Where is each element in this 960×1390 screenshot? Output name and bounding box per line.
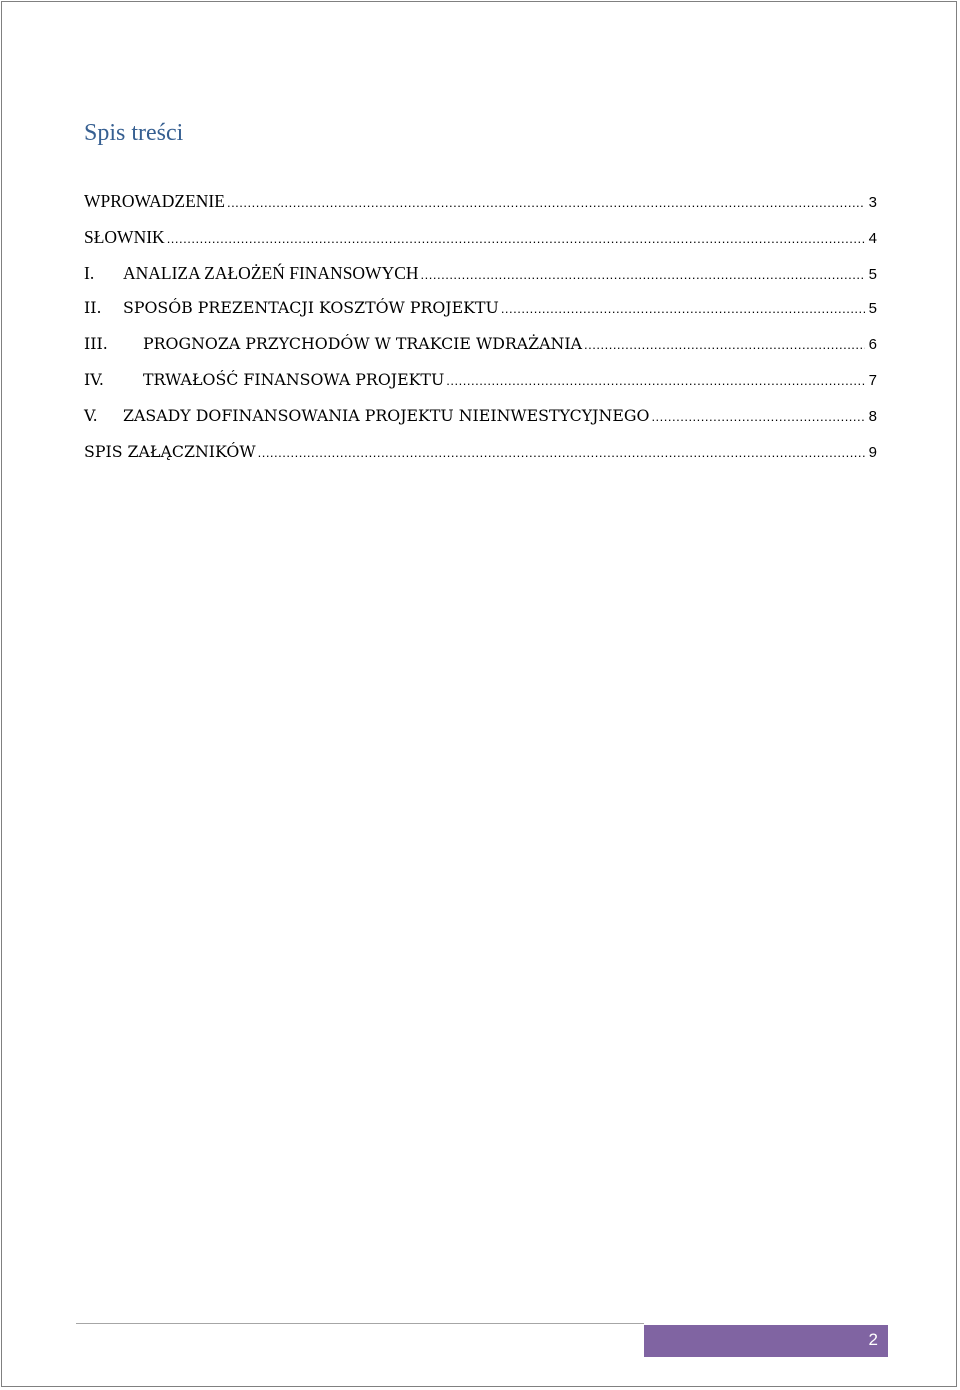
toc-dot-leader — [258, 445, 865, 460]
toc-entry-label: PROGNOZA PRZYCHODÓW W TRAKCIE WDRAŻANIA — [143, 334, 583, 354]
toc-entry-page: 7 — [868, 371, 877, 389]
toc-dot-leader — [501, 301, 865, 316]
document-page — [1, 1, 957, 1387]
toc-entry-sposob[interactable] — [84, 298, 877, 334]
toc-entry-wprowadzenie[interactable] — [84, 191, 877, 227]
toc-entry-analiza[interactable] — [84, 263, 877, 299]
toc-entry-page: 4 — [868, 229, 877, 247]
toc-title: Spis treści — [84, 120, 184, 146]
toc-entry-number: IV. — [84, 369, 104, 389]
toc-entry-number: III. — [84, 334, 108, 354]
toc-dot-leader — [421, 267, 865, 282]
toc-entry-label: SPOSÓB PREZENTACJI KOSZTÓW PROJEKTU — [123, 298, 499, 318]
toc-entry-label: TRWAŁOŚĆ FINANSOWA PROJEKTU — [143, 369, 445, 389]
toc-dot-leader — [446, 373, 864, 388]
footer-page-box — [644, 1325, 888, 1357]
toc-entry-label: SPIS ZAŁĄCZNIKÓW — [84, 441, 256, 461]
toc-entry-page: 9 — [868, 443, 877, 461]
toc-entry-zasady[interactable] — [84, 406, 877, 442]
toc-entry-spis-zalacznikow[interactable] — [84, 442, 877, 478]
toc-entry-number: II. — [84, 298, 102, 318]
toc-entry-label: ANALIZA ZAŁOŻEŃ FINANSOWYCH — [123, 262, 419, 283]
toc-entry-label: WPROWADZENIE — [84, 191, 225, 211]
toc-entry-page: 6 — [868, 336, 877, 354]
toc-entry-prognoza[interactable] — [84, 334, 877, 370]
toc-entry-page: 5 — [868, 300, 877, 318]
toc-entry-trwalosc[interactable] — [84, 370, 877, 406]
toc-dot-leader — [167, 231, 865, 246]
toc-entry-slownik[interactable] — [84, 227, 877, 263]
toc-entry-number: V. — [84, 405, 98, 425]
page-number: 2 — [868, 1330, 878, 1349]
toc-dot-leader — [584, 337, 865, 352]
toc-entry-page: 3 — [868, 194, 877, 211]
table-of-contents — [84, 191, 877, 477]
toc-entry-label: ZASADY DOFINANSOWANIA PROJEKTU NIEINWESTYCYJNEGO — [123, 405, 650, 425]
footer-rule — [76, 1323, 644, 1324]
toc-entry-page: 8 — [868, 407, 877, 425]
toc-dot-leader — [651, 409, 864, 424]
toc-entry-number: I. — [84, 262, 95, 283]
toc-entry-page: 5 — [868, 265, 877, 283]
toc-entry-label: SŁOWNIK — [84, 226, 165, 247]
toc-dot-leader — [227, 195, 865, 210]
